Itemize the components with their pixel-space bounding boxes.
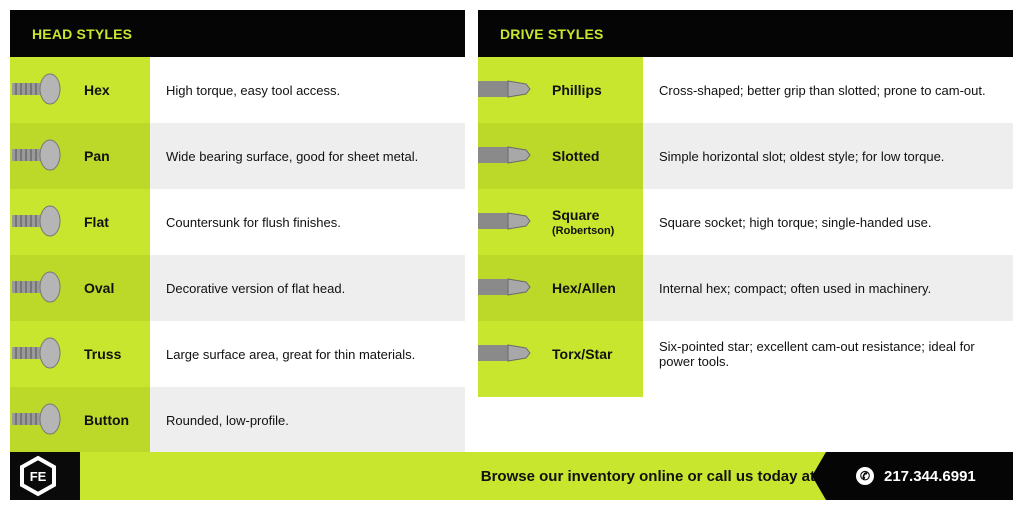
head-style-name (70, 57, 110, 123)
truss-head-screw-icon (10, 321, 70, 387)
head-style-description: Large surface area, great for thin materials. (166, 346, 416, 362)
drive-styles-list (478, 57, 1013, 397)
head-style-name (70, 189, 109, 255)
square-bit-icon (478, 189, 538, 255)
drive-style-name-label: Torx/Star (552, 346, 613, 362)
drive-style-name (538, 321, 612, 387)
logo-text: FE (29, 469, 47, 484)
head-style-name-label: Flat (84, 214, 109, 230)
head-style-row (10, 321, 465, 387)
head-style-row (10, 123, 465, 189)
head-style-name (70, 255, 114, 321)
drive-style-name-label: Phillips (552, 82, 602, 98)
head-style-description: Wide bearing surface, good for sheet metal. (150, 123, 465, 189)
head-style-name-label: Pan (84, 148, 110, 164)
drive-style-name (538, 255, 616, 321)
flat-head-screw-icon (10, 189, 70, 255)
button-head-screw-icon (10, 387, 70, 453)
head-style-description: Decorative version of flat head. (150, 255, 465, 321)
head-styles-list (10, 57, 465, 453)
drive-style-name-label: Hex/Allen (552, 280, 616, 296)
head-style-name-label: Hex (84, 82, 110, 98)
drive-style-name (538, 57, 602, 123)
hex-allen-bit-icon (478, 255, 538, 321)
cta-text: Browse our inventory online or call us today at (480, 467, 815, 485)
drive-style-description: Square socket; high torque; single-handed use. (659, 214, 932, 230)
head-style-row (10, 387, 465, 453)
footer-banner (10, 452, 1013, 500)
logo-chevron (66, 452, 80, 500)
hex-head-screw-icon (10, 57, 70, 123)
head-style-row (10, 189, 465, 255)
drive-style-name-label: Square (552, 207, 600, 223)
phone-button[interactable] (826, 452, 1013, 500)
drive-style-name-label: Slotted (552, 148, 600, 164)
drive-style-description: Simple horizontal slot; oldest style; for low torque. (643, 123, 1013, 189)
head-style-name (70, 321, 121, 387)
head-style-row (10, 57, 465, 123)
phone-number: 217.344.6991 (884, 467, 976, 485)
slotted-bit-icon (478, 123, 538, 189)
drive-style-name (538, 189, 614, 255)
head-style-name (70, 387, 129, 453)
drive-style-row (478, 189, 1013, 255)
drive-style-row (478, 123, 1013, 189)
head-style-row (10, 255, 465, 321)
head-style-description: High torque, easy tool access. (166, 82, 341, 98)
drive-styles-filler (478, 387, 643, 397)
pan-head-screw-icon (10, 123, 70, 189)
head-styles-panel (10, 10, 465, 453)
drive-style-name (538, 123, 599, 189)
phillips-bit-icon (478, 57, 538, 123)
drive-style-row (478, 321, 1013, 387)
head-style-description: Rounded, low-profile. (150, 387, 465, 453)
logo-hex-icon (10, 452, 66, 500)
drive-style-row (478, 57, 1013, 123)
drive-style-name-sub: (Robertson) (552, 225, 615, 237)
drive-style-description: Internal hex; compact; often used in machinery. (643, 255, 1013, 321)
drive-style-row (478, 255, 1013, 321)
drive-style-description: Cross-shaped; better grip than slotted; prone to cam-out. (659, 82, 986, 98)
head-style-name-label: Oval (84, 280, 115, 296)
head-styles-title: HEAD STYLES (10, 10, 465, 57)
head-style-name-label: Truss (84, 346, 122, 362)
drive-style-description: Six-pointed star; excellent cam-out resistance; ideal for power tools. (659, 339, 975, 369)
torx-bit-icon (478, 321, 538, 387)
head-style-name-label: Button (84, 412, 130, 428)
phone-chevron (812, 452, 826, 500)
head-style-name (70, 123, 110, 189)
head-style-description: Countersunk for flush finishes. (166, 214, 341, 230)
drive-styles-title: DRIVE STYLES (478, 10, 1013, 57)
oval-head-screw-icon (10, 255, 70, 321)
drive-styles-panel (478, 10, 1013, 397)
phone-icon: ✆ (856, 467, 874, 485)
